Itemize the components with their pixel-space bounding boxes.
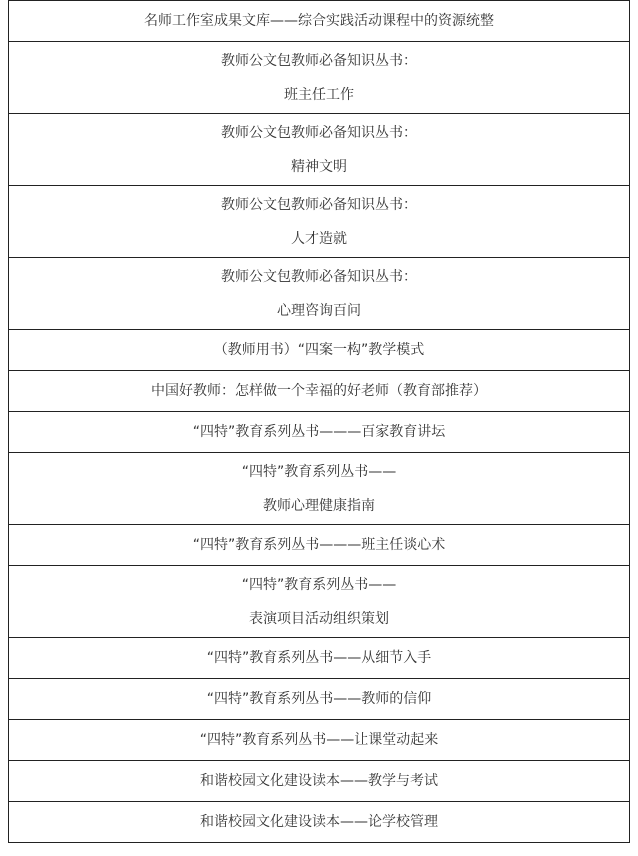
book-series-line: “四特”教育系列丛书—— xyxy=(241,463,397,480)
book-title-cell xyxy=(9,42,630,114)
book-title-line: （教师用书）“四案一构”教学模式 xyxy=(213,342,425,358)
book-title-line: 心理咨询百问 xyxy=(277,302,361,319)
book-title-line: “四特”教育系列丛书——让课堂动起来 xyxy=(199,732,439,748)
table-row xyxy=(9,330,630,371)
book-title-line: 精神文明 xyxy=(291,158,347,175)
book-series-line: 教师公文包教师必备知识丛书： xyxy=(221,268,417,285)
book-title-line: “四特”教育系列丛书———百家教育讲坛 xyxy=(192,424,446,440)
book-title-line: “四特”教育系列丛书——从细节入手 xyxy=(206,650,432,666)
book-title-line: 中国好教师：怎样做一个幸福的好老师（教育部推荐） xyxy=(151,383,487,399)
book-title-line: 人才造就 xyxy=(291,230,347,247)
book-title-cell xyxy=(9,453,630,525)
book-title-cell xyxy=(9,761,630,802)
book-title-cell xyxy=(9,258,630,330)
book-title-cell xyxy=(9,802,630,843)
book-title-cell xyxy=(9,525,630,566)
table-row xyxy=(9,761,630,802)
book-title-line: “四特”教育系列丛书——教师的信仰 xyxy=(206,691,432,707)
table-row xyxy=(9,371,630,412)
book-title-cell xyxy=(9,566,630,638)
book-title-cell xyxy=(9,638,630,679)
book-title-cell xyxy=(9,1,630,42)
book-list-table xyxy=(8,0,630,843)
table-row xyxy=(9,566,630,638)
table-row xyxy=(9,258,630,330)
book-title-line: 名师工作室成果文库——综合实践活动课程中的资源统整 xyxy=(144,13,494,29)
book-series-line: “四特”教育系列丛书—— xyxy=(241,576,397,593)
book-title-cell xyxy=(9,371,630,412)
book-title-cell xyxy=(9,114,630,186)
book-title-cell xyxy=(9,679,630,720)
book-title-line: 教师心理健康指南 xyxy=(263,497,375,514)
table-row xyxy=(9,638,630,679)
book-title-cell xyxy=(9,720,630,761)
table-row xyxy=(9,114,630,186)
book-title-cell xyxy=(9,330,630,371)
book-title-line: 和谐校园文化建设读本——论学校管理 xyxy=(200,814,438,830)
book-title-line: “四特”教育系列丛书———班主任谈心术 xyxy=(192,537,446,553)
book-title-line: 和谐校园文化建设读本——教学与考试 xyxy=(200,773,438,789)
table-row xyxy=(9,802,630,843)
table-row xyxy=(9,679,630,720)
table-row xyxy=(9,720,630,761)
book-series-line: 教师公文包教师必备知识丛书： xyxy=(221,196,417,213)
table-row xyxy=(9,453,630,525)
table-row xyxy=(9,412,630,453)
book-series-line: 教师公文包教师必备知识丛书： xyxy=(221,52,417,69)
book-series-line: 教师公文包教师必备知识丛书： xyxy=(221,124,417,141)
book-title-cell xyxy=(9,412,630,453)
book-title-line: 表演项目活动组织策划 xyxy=(249,610,389,627)
table-row xyxy=(9,186,630,258)
book-title-line: 班主任工作 xyxy=(284,86,354,103)
book-title-cell xyxy=(9,186,630,258)
table-row xyxy=(9,1,630,42)
table-row xyxy=(9,525,630,566)
table-row xyxy=(9,42,630,114)
